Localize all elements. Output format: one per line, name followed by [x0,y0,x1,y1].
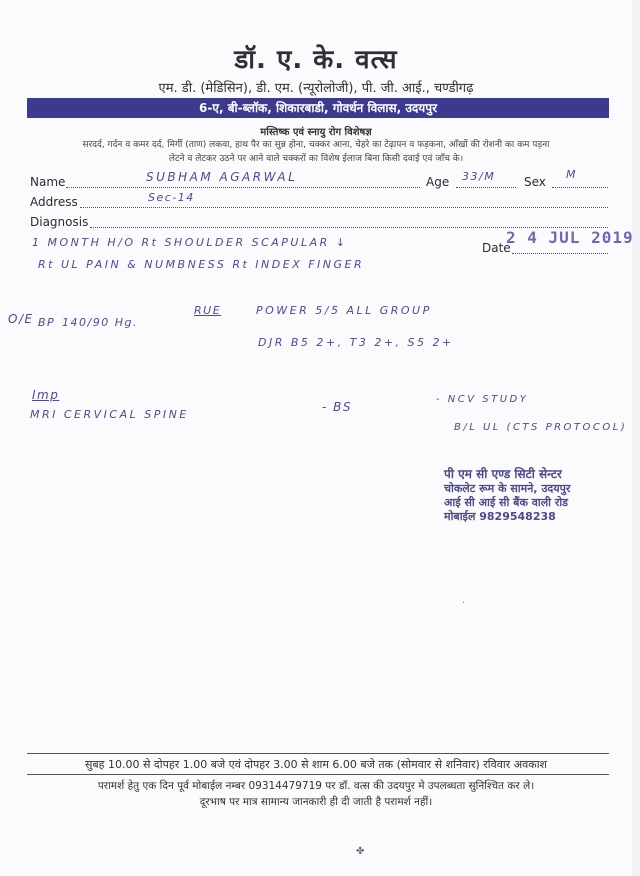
ncv-detail: B/L UL (CTS PROTOCOL) [454,422,628,433]
impression-text: MRI CERVICAL SPINE [30,408,189,421]
rue-label: RUE [194,304,222,317]
sex-label: Sex [524,175,546,189]
date-stamp: 2 4 JUL 2019 [506,228,634,247]
symptoms-line-1: सरदर्द, गर्दन व कमर दर्द, मिर्गी (ताण) लकवा, हाथ पैर का सुन्न होना, चक्कर आना, चेहरे का टेढ़ापन व फड़कना, आँखों की रोशनी का कम पड़ना [82,140,550,150]
ink-mark: ✤ [356,846,365,857]
age-label: Age [426,175,450,189]
symptoms-line-2: लेटने व लेटकर उठने पर आने वाले चक्करों का विशेष ईलाज बिना किसी दवाई एवं जाँच के। [168,154,464,164]
footer-bottom-rule [27,774,609,775]
clinic-stamp [432,461,612,525]
address-dotted-line [80,206,608,208]
stamp-line-1: पी एम सी एण्ड सिटी सेन्टर [444,467,562,481]
specialty-line: मस्तिष्क एवं स्नायु रोग विशेषज्ञ [260,127,372,138]
consultation-note-1: परामर्श हेतु एक दिन पूर्व मोबाईल नम्बर 09314479719 पर डॉ. वत्स की उदयपुर मे उपलब्धता सुनिश्चित कर ले। [97,780,535,792]
complaint-line-2: Rt UL PAIN & NUMBNESS Rt INDEX FINGER [38,258,365,271]
impression-label: Imp [32,388,60,402]
djr-note: DJR B5 2+, T3 2+, S5 2+ [258,336,454,349]
exam-prefix: O/E [8,312,34,326]
stamp-line-2: चोकलेट रूम के सामने, उदयपुर [444,482,571,495]
name-label: Name [30,175,66,189]
sex-dotted-line [552,186,608,188]
address-label: Address [30,195,78,209]
sex-value: M [566,168,577,181]
doctor-name: डॉ. ए. के. वत्स [234,45,398,75]
bp-value: 140/90 Hg. [62,316,138,329]
stamp-line-3: आई सी आई सी बैंक वाली रोड [444,496,569,509]
age-value: 33/M [462,170,496,183]
date-label: Date [482,241,511,255]
ncv-investigation: - NCV STUDY [436,394,529,405]
clinic-address-bar: 6-ए, बी-ब्लॉक, शिकारबाडी, गोवर्धन विलास, उदयपुर [27,98,609,118]
diagnosis-label: Diagnosis [30,215,89,229]
consultation-note-2: दूरभाष पर मात्र सामान्य जानकारी ही दी जाती है परामर्श नहीं। [199,796,433,808]
clinic-timings: सुबह 10.00 से दोपहर 1.00 बजे एवं दोपहर 3.00 से शाम 6.00 बजे तक (सोमवार से शनिवार) रविवार अवकाश [84,758,548,771]
doctor-qualifications: एम. डी. (मेडिसिन), डी. एम. (न्यूरोलोजी), पी. जी. आई., चण्डीगढ़ [158,81,474,96]
ink-speck: · [462,598,466,609]
bs-investigation: - BS [322,400,352,414]
date-dotted-line [512,252,608,254]
stamp-line-4: मोबाईल 9829548238 [444,510,556,523]
power-note: POWER 5/5 ALL GROUP [256,304,432,317]
name-value: SUBHAM AGARWAL [146,170,298,184]
footer-top-rule [27,753,609,754]
age-dotted-line [456,186,516,188]
address-value: Sec-14 [148,191,195,204]
name-dotted-line [66,186,420,188]
bp-label: BP [38,316,56,329]
complaint-line-1: 1 MONTH H/O Rt SHOULDER SCAPULAR ↓ [32,236,348,249]
